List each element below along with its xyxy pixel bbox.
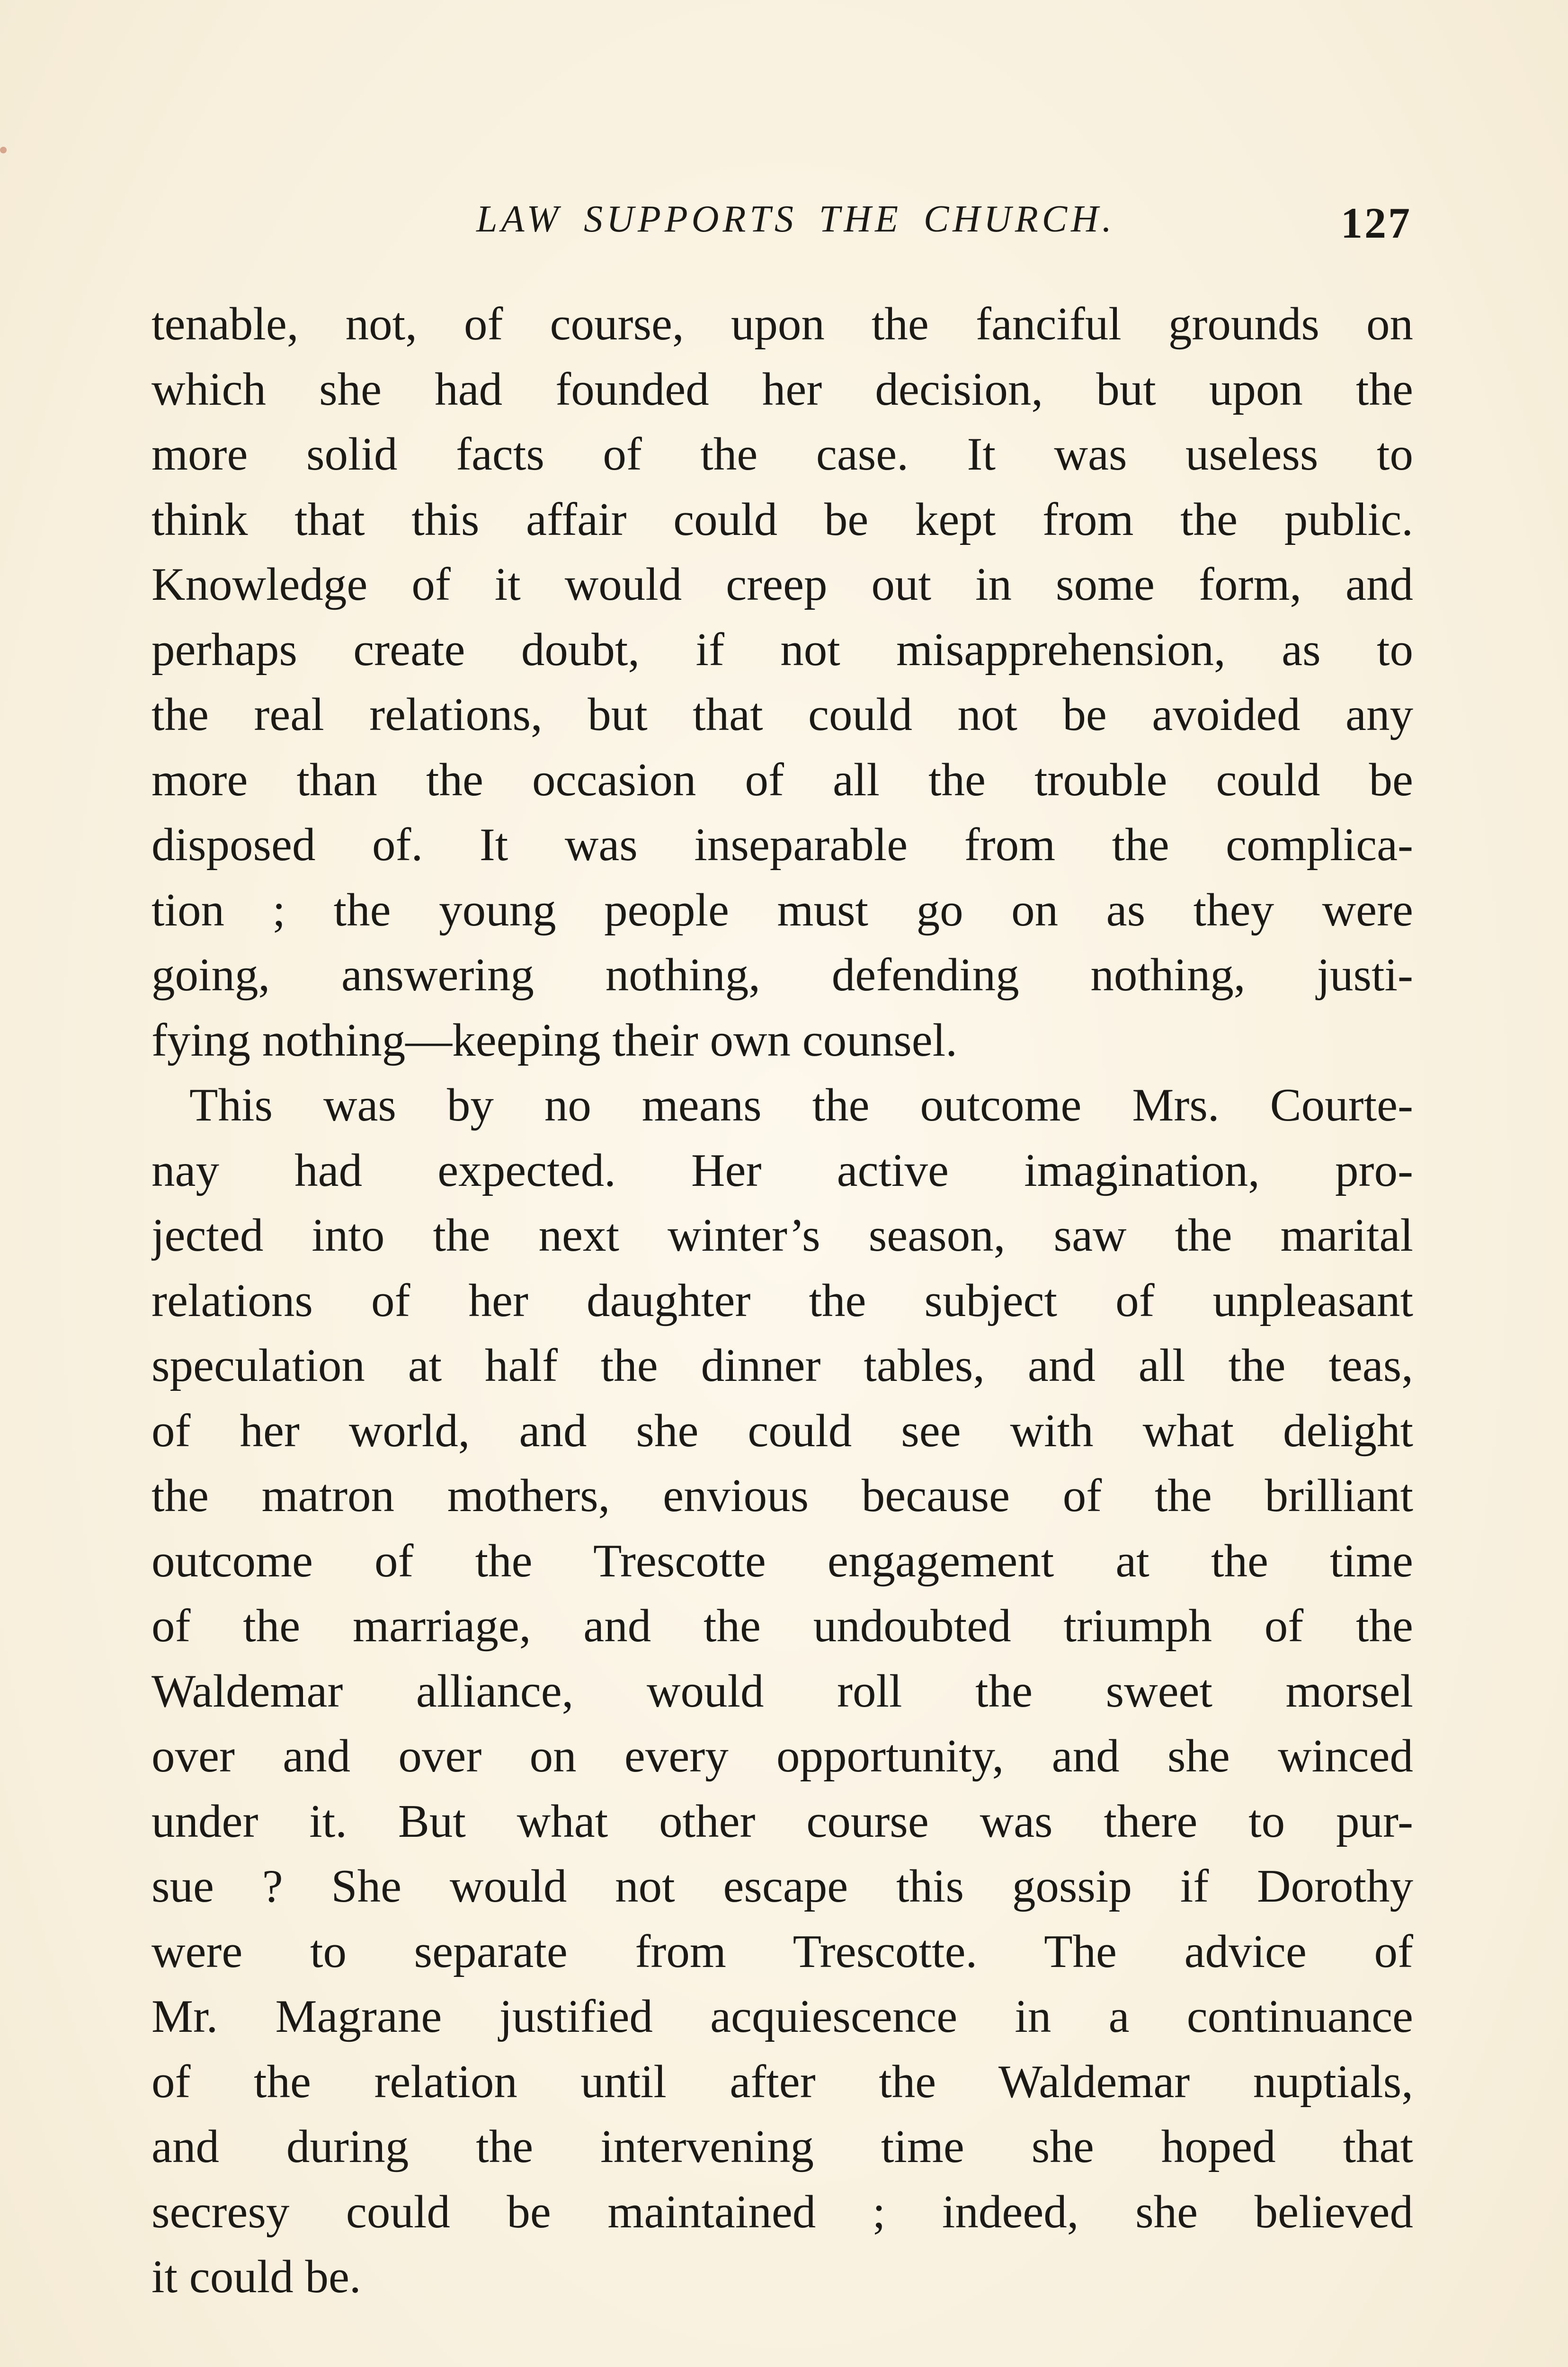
text-line: of her world, and she could see with what delight bbox=[151, 1405, 1413, 1457]
text-line: think that this affair could be kept from the public. bbox=[151, 493, 1413, 545]
body-text bbox=[151, 292, 1413, 2310]
text-line: more solid facts of the case. It was useless to bbox=[151, 428, 1413, 480]
text-line: Knowledge of it would creep out in some form, and bbox=[151, 559, 1413, 610]
page-header bbox=[0, 198, 1568, 255]
text-line: sue ? She would not escape this gossip if Dorothy bbox=[151, 1860, 1413, 1912]
page-stain bbox=[0, 147, 7, 153]
text-line: jected into the next winter’s season, saw the marital bbox=[151, 1210, 1413, 1261]
text-line: outcome of the Trescotte engagement at the time bbox=[151, 1535, 1413, 1587]
text-line: nay had expected. Her active imagination, pro- bbox=[151, 1144, 1413, 1196]
text-line: disposed of. It was inseparable from the complica- bbox=[151, 819, 1413, 871]
text-line: which she had founded her decision, but upon the bbox=[151, 363, 1413, 415]
text-line: of the marriage, and the undoubted triumph of the bbox=[151, 1600, 1413, 1652]
text-line: more than the occasion of all the trouble could be bbox=[151, 754, 1413, 806]
text-line: speculation at half the dinner tables, and all the teas, bbox=[151, 1340, 1413, 1391]
text-line: perhaps create doubt, if not misapprehension, as to bbox=[151, 623, 1413, 676]
text-line: and during the intervening time she hoped that bbox=[151, 2121, 1413, 2172]
text-line: were to separate from Trescotte. The advice of bbox=[151, 1925, 1413, 1977]
text-line: Waldemar alliance, would roll the sweet morsel bbox=[151, 1665, 1413, 1717]
text-line: the real relations, but that could not be avoided any bbox=[151, 689, 1413, 740]
page-number: 127 bbox=[1341, 199, 1412, 247]
paragraph-start-line: This was by no means the outcome Mrs. Courte- bbox=[189, 1079, 1413, 1131]
running-head: LAW SUPPORTS THE CHURCH. bbox=[476, 198, 1115, 240]
text-line: Mr. Magrane justified acquiescence in a continuance bbox=[151, 1991, 1413, 2042]
text-line: tenable, not, of course, upon the fanciful grounds on bbox=[151, 298, 1413, 350]
text-line: tion ; the young people must go on as they were bbox=[151, 884, 1413, 936]
text-line: under it. But what other course was there to pur- bbox=[151, 1795, 1413, 1847]
text-line: the matron mothers, envious because of the brilliant bbox=[151, 1470, 1413, 1522]
paragraph-end-line: fying nothing—keeping their own counsel. bbox=[151, 1014, 957, 1066]
text-line: secresy could be maintained ; indeed, she believed bbox=[151, 2186, 1413, 2238]
text-line: of the relation until after the Waldemar nuptials, bbox=[151, 2056, 1413, 2108]
paragraph-end-line: it could be. bbox=[151, 2251, 361, 2303]
text-line: going, answering nothing, defending nothing, justi- bbox=[151, 949, 1413, 1001]
text-line: over and over on every opportunity, and she winced bbox=[151, 1730, 1413, 1782]
text-line: relations of her daughter the subject of unpleasant bbox=[151, 1274, 1413, 1326]
